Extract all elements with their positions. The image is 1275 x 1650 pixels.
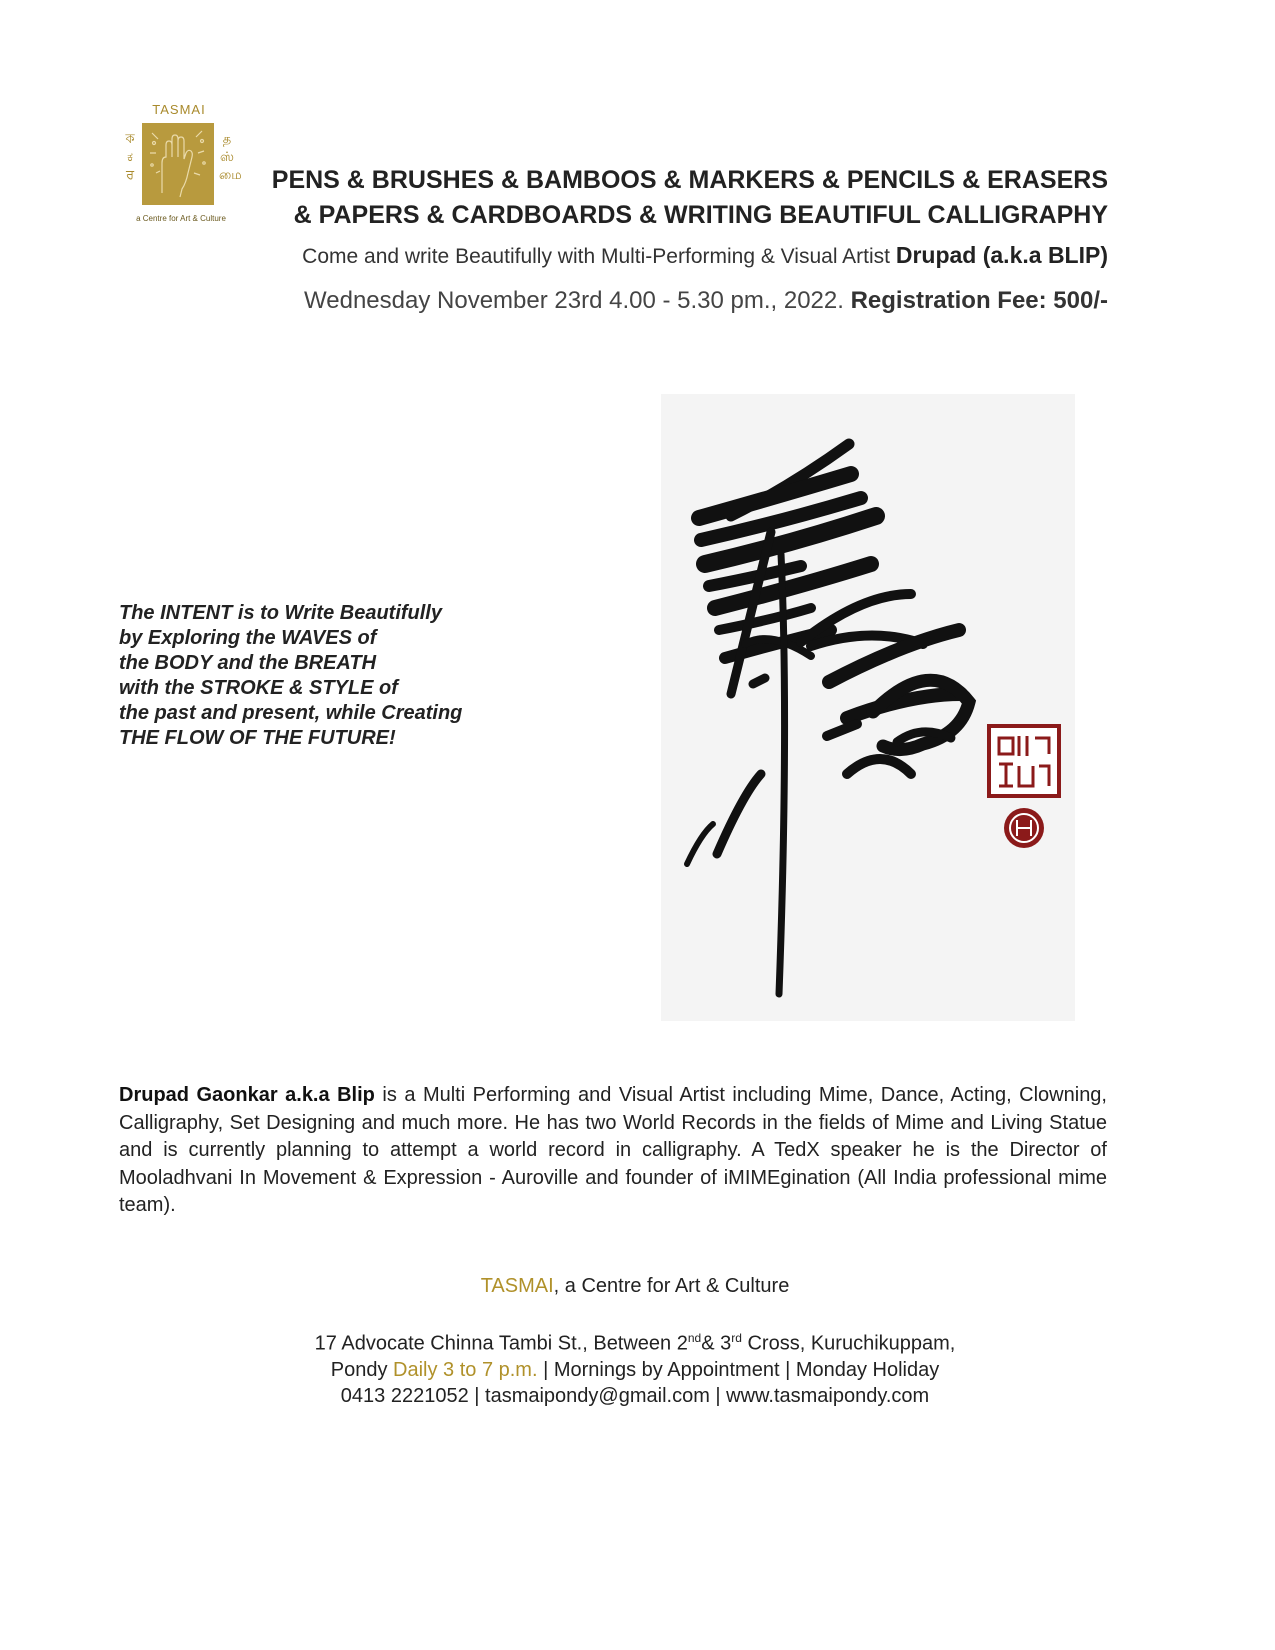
registration-fee: Registration Fee: 500/- (850, 287, 1108, 314)
org-suffix: , a Centre for Art & Culture (553, 1275, 790, 1297)
logo-right-script: த ஸ் மை (219, 131, 242, 182)
bio-artist-name: Drupad Gaonkar a.k.a Blip (119, 1084, 375, 1106)
venue-footer (150, 1273, 1120, 1409)
intent-line: THE FLOW OF THE FUTURE! (119, 727, 396, 749)
logo-brand-text: TASMAI (152, 102, 206, 117)
opening-hours: Daily 3 to 7 p.m. (393, 1358, 538, 1381)
bio-text: is a Multi Performing and Visual Artist including Mime, Dance, Acting, Clowning, Calligraphy, Set Designing and much more. He has two World Records in the fields of Mime and Living Statue and is currently planning to attempt a world record in calligraphy. A TedX speaker he is the Director of Mooladhvani In Movement & Expression - Auroville and founder of iMIMEgination (All India professional mime team). (119, 1084, 1107, 1216)
headline-line-2: & PAPERS & CARDBOARDS & WRITING BEAUTIFUL CALLIGRAPHY (293, 201, 1108, 229)
logo-tagline: a Centre for Art & Culture (136, 214, 226, 223)
artist-name: Drupad (a.k.a BLIP) (895, 242, 1108, 268)
logo-left-script: ক ಕ ਰ (125, 131, 135, 182)
artist-subline (150, 242, 1108, 269)
intent-line: with the STROKE & STYLE of (119, 677, 398, 699)
event-dateline (150, 287, 1108, 315)
event-date: Wednesday November 23rd 4.00 - 5.30 pm., 2022. (304, 287, 851, 314)
intent-line: the past and present, while Creating (119, 702, 463, 724)
address-line: 17 Advocate Chinna Tambi St., Between 2nd& 3rd Cross, Kuruchikuppam, (314, 1331, 956, 1355)
intent-statement (119, 601, 559, 751)
headline-line-1: PENS & BRUSHES & BAMBOOS & MARKERS & PENCILS & ERASERS (271, 166, 1108, 194)
intent-line: the BODY and the BREATH (119, 652, 377, 674)
intent-line: The INTENT is to Write Beautifully (119, 602, 442, 624)
intent-line: by Exploring the WAVES of (119, 627, 377, 649)
contact-line: 0413 2221052 | tasmaipondy@gmail.com | www.tasmaipondy.com (340, 1384, 930, 1407)
workshop-headline (200, 163, 1108, 233)
org-line (150, 1273, 1120, 1299)
subline-text: Come and write Beautifully with Multi-Performing & Visual Artist (302, 245, 896, 268)
calligraphy-artwork-icon (661, 394, 1075, 1021)
org-name: TASMAI (480, 1275, 554, 1297)
hours-line: Pondy Daily 3 to 7 p.m. | Mornings by Appointment | Monday Holiday (330, 1358, 940, 1381)
artist-bio (119, 1082, 1107, 1220)
